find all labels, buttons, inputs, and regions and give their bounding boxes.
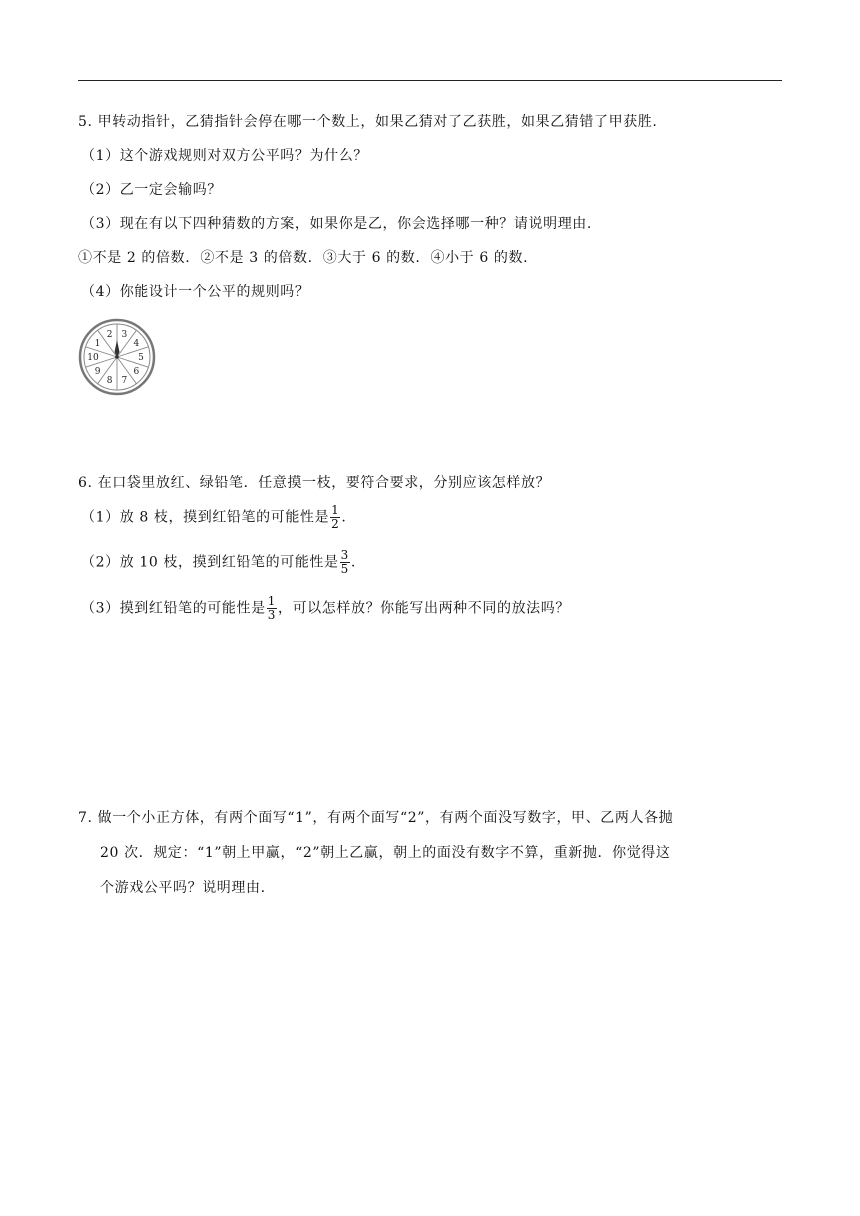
q5-part4: （4）你能设计一个公平的规则吗？ — [81, 284, 310, 300]
q6-part3-end: ，可以怎样放？你能写出两种不同的放法吗？ — [277, 600, 570, 617]
q5-stem: 5. 甲转动指针，乙猜指针会停在哪一个数上，如果乙猜对了乙获胜，如果乙猜错了甲获胜. — [78, 114, 658, 130]
q6-part2-fraction — [340, 549, 350, 576]
spinner-number: 8 — [106, 375, 113, 386]
spinner-number: 1 — [94, 338, 101, 349]
q7-line2: 20 次．规定：“1”朝上甲赢，“2”朝上乙赢，朝上的面没有数字不算，重新抛．你觉得这 — [100, 845, 671, 861]
q5-part3: （3）现在有以下四种猜数的方案，如果你是乙，你会选择哪一种？请说明理由. — [81, 216, 592, 232]
spinner-number: 5 — [138, 353, 144, 363]
q6-part3 — [81, 595, 570, 622]
spinner-number: 3 — [121, 330, 128, 341]
q6-part3-text: （3）摸到红铅笔的可能性是 — [81, 600, 266, 617]
q6-stem: 6. 在口袋里放红、绿铅笔．任意摸一枝，要符合要求，分别应该怎样放？ — [78, 475, 551, 491]
q6-part1-text: （1）放 8 枝，摸到红铅笔的可能性是 — [81, 509, 330, 526]
q5-options: ①不是 2 的倍数. ②不是 3 的倍数. ③大于 6 的数. ④小于 6 的数. — [78, 250, 529, 266]
q7-line3: 个游戏公平吗？说明理由. — [100, 880, 266, 896]
spinner-number: 7 — [121, 375, 128, 386]
q6-part1 — [81, 504, 346, 531]
q6-part2 — [81, 549, 356, 576]
spinner-number: 2 — [106, 330, 113, 341]
q6-part1-fraction — [330, 504, 340, 531]
q6-part1-end: . — [341, 509, 347, 526]
q6-part2-end: . — [350, 554, 356, 571]
spinner-hub — [115, 355, 119, 359]
q5-part1: （1）这个游戏规则对双方公平吗？为什么？ — [81, 148, 368, 164]
spinner-number: 10 — [87, 353, 99, 363]
spinner-figure — [78, 318, 156, 396]
spinner-number: 9 — [94, 367, 101, 378]
spinner-number: 4 — [133, 338, 140, 349]
spinner-number: 6 — [133, 367, 140, 378]
q6-part2-denominator: 5 — [340, 562, 349, 576]
q6-part1-denominator: 2 — [331, 517, 340, 531]
q6-part2-numerator: 3 — [340, 548, 349, 562]
q6-part3-numerator: 1 — [267, 594, 276, 608]
header-rule — [78, 80, 782, 81]
q6-part2-text: （2）放 10 枝，摸到红铅笔的可能性是 — [81, 554, 339, 571]
q7-line1: 7. 做一个小正方体，有两个面写“1”，有两个面写“2”，有两个面没写数字，甲、乙两人各抛 — [78, 810, 674, 826]
q6-part1-numerator: 1 — [331, 503, 340, 517]
q6-part3-fraction — [267, 595, 277, 622]
q6-part3-denominator: 3 — [267, 608, 276, 622]
q5-part2: （2）乙一定会输吗？ — [81, 182, 222, 198]
